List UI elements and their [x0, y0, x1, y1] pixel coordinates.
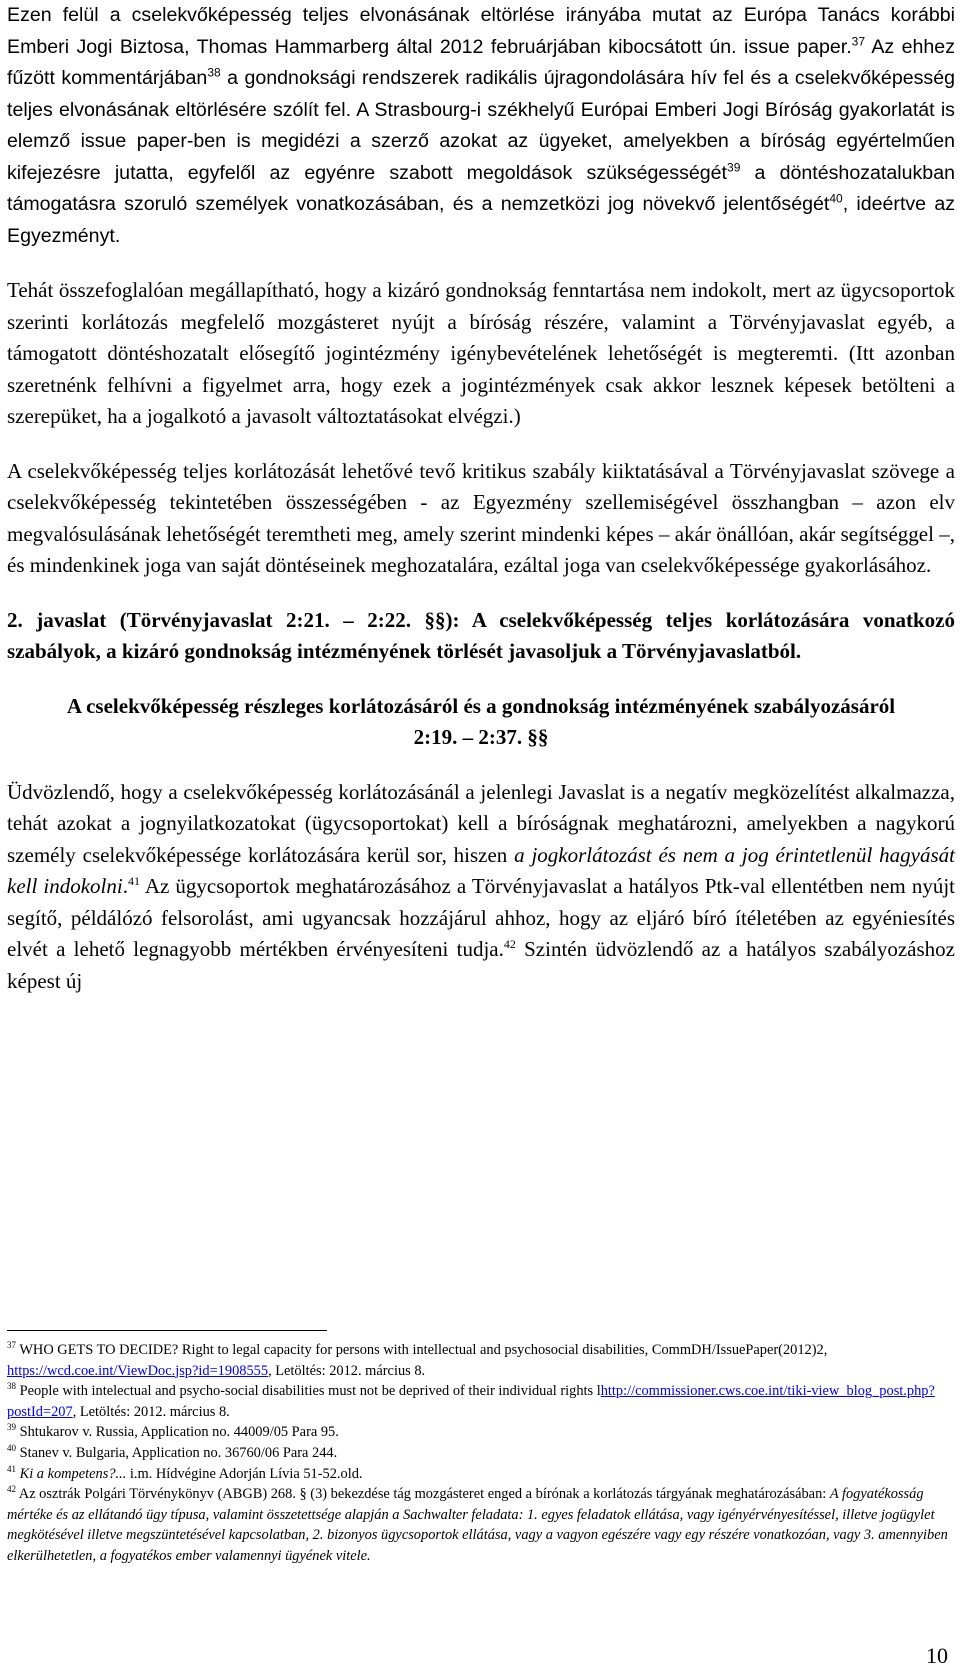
footnote-ref-39[interactable]: 39 [727, 159, 741, 174]
footnote-42: $^{42}$ Az osztrák Polgári Törvénykönyv (ABGB) 268. § (3) bekezdése tág mozgásteret enged a bírónak a korlátozás tárgyának meghatározásában: A fogyatékosság mértéke és az ellátandó ügy típusa, valamint összetettsége alapján a Sachwalter feladata: 1. egyes feladatok ellátása, vagy igényérvényesítéssel, illetve jogügylet megkötésével illetve megszüntetésével kapcsolatban, 2. bizonyos ügycsoportok ellátása, vagy a vagyon egészére vagy egy részére vonatkozóan, vagy 3. amennyiben elkerülhetetlen, a fogyatékos ember valamennyi ügyének vitele. [7, 1484, 948, 1564]
footnote-41: $^{41}$ Ki a kompetens?... i.m. Hídvégine Adorján Lívia 51-52.old. [7, 1463, 363, 1482]
footnote-ref-37[interactable]: 37 [851, 33, 866, 48]
footnote-40: $^{40}$ Stanev v. Bulgaria, Application no. 36760/06 Para 244. [7, 1443, 338, 1461]
footnote-38: $^{38}$ People with intelectual and psycho-social disabilities must not be deprived of their individual rights lhttp://commissioner.cws.coe.int/tiki-view_blog_post.php?postId=207, Letöltés: 2012. március 8. [7, 1381, 935, 1420]
section-heading-paragraphs: 2:19. – 2:37. §§ [413, 725, 549, 749]
footnote-37-link[interactable]: https://wcd.coe.int/ViewDoc.jsp?id=1908555 [7, 1362, 269, 1379]
footnote-ref-41[interactable]: 41 [127, 874, 140, 888]
proposal-2: 2. javaslat (Törvényjavaslat 2:21. – 2:22. §§): A cselekvőképesség teljes korlátozására vonatkozó szabályok, a kizáró gondnokság intézményének törlését javasoljuk a Törvényjavaslatból. [7, 607, 955, 663]
page-number: 10 [926, 1643, 948, 1668]
footnote-37: $^{37}$ WHO GETS TO DECIDE? Right to legal capacity for persons with intellectual and psychosocial disabilities, CommDH/IssuePaper(2012)2, https://wcd.coe.int/ViewDoc.jsp?id=1908555, Letöltés: 2012. március 8. [7, 1340, 828, 1379]
footnotes [7, 1340, 955, 1567]
section-heading-title: A cselekvőképesség részleges korlátozásáról és a gondnokság intézményének szabályozásáról [66, 693, 896, 718]
footnote-ref-38[interactable]: 38 [207, 65, 221, 80]
footnote-ref-42[interactable]: 42 [503, 937, 516, 951]
footnote-divider [7, 1330, 327, 1331]
section-heading [7, 691, 955, 754]
footnote-ref-40[interactable]: 40 [829, 191, 843, 206]
paragraph-hammarberg: Ezen felül a cselekvőképesség teljes elvonásának eltörlése irányába mutat az Európa Tanács korábbi Emberi Jogi Biztosa, Thomas Hammarberg által 2012 februárjában kibocsátott ún. issue paper.$^{37}$ Az ehhez fűzött kommentárjában$^{38}$ a gondnoksági rendszerek radikális újragondolására hív fel és a cselekvőképesség teljes elvonásának eltörlésére szólít fel. A Strasbourg-i székhelyű Európai Emberi Jogi Bíróság gyakorlatát is elemző issue paper-ben is megidézi a szerző azokat az ügyeket, amelyekben a bíróság egyértelműen kifejezésre jutatta, egyfelől az egyénre szabott megoldások szükségességét$^{39}$ a döntéshozatalukban támogatásra szoruló személyek vonatkozásában, és a nemzetközi jog növekvő jelentőségét$^{40}$, ideértve az Egyezményt. [7, 4, 956, 247]
paragraph-critical-rule: A cselekvőképesség teljes korlátozását lehetővé tevő kritikus szabály kiiktatásával a Törvényjavaslat szövege a cselekvőképesség tekintetében összességében - az Egyezmény szellemiségével összhangban – azon elv megvalósulásának lehetőségét teremtheti meg, amely szerint mindenki képes – akár önállóan, akár segítséggel –, és mindenkinek joga van saját döntéseinek meghozatalára, ezáltal joga van cselekvőképessége gyakorlásához. [7, 458, 955, 577]
footnote-38-link[interactable]: http://commissioner.cws.coe.int/tiki-view_blog_post.php?postId=207 [7, 1383, 935, 1420]
body-text [7, 0, 955, 1020]
paragraph-welcome: Üdvözlendő, hogy a cselekvőképesség korlátozásánál a jelenlegi Javaslat is a negatív megközelítést alkalmazza, tehát azokat a jognyilatkozatokat (ügycsoportokat) kell a bíróságnak meghatározni, amelyekben a nagykorú személy cselekvőképessége korlátozására kerül sor, hiszen a jogkorlátozást és nem a jog érintetlenül hagyását kell indokolni.$^{41}$ Az ügycsoportok meghatározásához a Törvényjavaslat a hatályos Ptk-val ellentétben nem nyújt segítő, példálózó felsorolást, ami ugyancsak hozzájárul ahhoz, hogy az eljáró bíró ítéletében az egyéniesítés elvét a lehető legnagyobb mértékben érvényesíteni tudja.$^{42}$ Szintén üdvözlendő az a hatályos szabályozáshoz képest új [7, 779, 955, 993]
paragraph-summary: Tehát összefoglalóan megállapítható, hogy a kizáró gondnokság fenntartása nem indokolt, mert az ügycsoportok szerinti korlátozás megfelelő mozgásteret nyújt a bíróság részére, valamint a Törvényjavaslat egyéb, a támogatott döntéshozatalt elősegítő jogintézmény igénybevételének lehetőségét is megteremti. (Itt azonban szeretnénk felhívni a figyelmet arra, hogy ezek a jogintézmények csak akkor lesznek képesek betölteni a szerepüket, ha a jogalkotó a javasolt változtatásokat elvégzi.) [7, 278, 955, 428]
footnote-39: $^{39}$ Shtukarov v. Russia, Application no. 44009/05 Para 95. [7, 1422, 339, 1441]
